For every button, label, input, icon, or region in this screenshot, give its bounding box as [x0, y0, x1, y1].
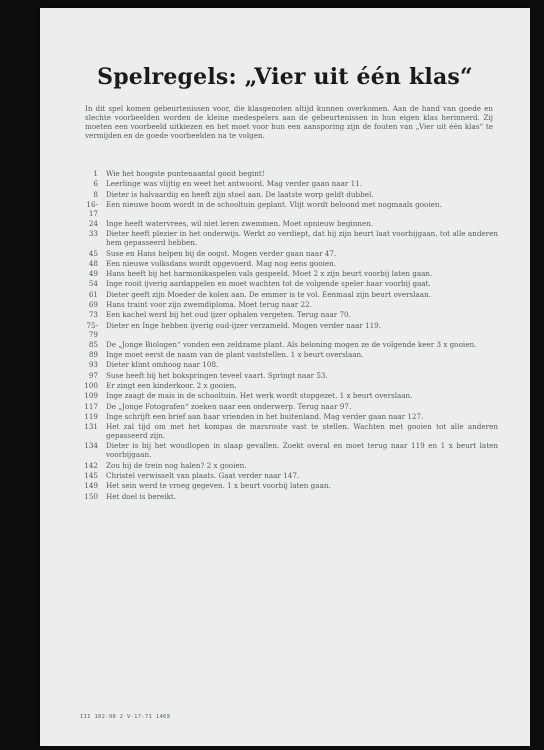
- rule-number: 49: [88, 269, 98, 279]
- rule-text: Inge zaagt de mais in de schooltuin. Het werk wordt stopgezet. 1 x beurt overslaan.: [106, 391, 413, 401]
- rule-row: [80, 472, 498, 481]
- rule-number: 16-17: [86, 199, 98, 218]
- rule-text: Dieter geeft zijn Moeder de kolen aan. De emmer is te vol. Eenmaal zijn beurt overslaan.: [106, 289, 431, 299]
- rule-text: De „Jonge Biologen“ vonden een zeldzame plant. Als beloning mogen ze de volgende keer 3 x gooien.: [106, 339, 477, 349]
- rule-number: 142: [84, 460, 98, 470]
- rule-number: 109: [84, 391, 98, 401]
- print-code: III 102-98 2 V-17-71 1469: [80, 714, 171, 720]
- rule-text: Dieter heeft plezier in het onderwijs. Werkt zo verdiept, dat hij zijn beurt laat voorbijgaan, tot alle anderen hem gepasseerd hebben.: [106, 229, 498, 248]
- rule-row: [80, 341, 498, 350]
- rule-text: Zou hij de trein nog halen? 2 x gooien.: [106, 460, 247, 470]
- rule-row: [80, 423, 498, 441]
- rule-row: [80, 191, 498, 200]
- rule-row: [80, 230, 498, 248]
- rule-number: 117: [84, 401, 98, 411]
- rule-text: Een nieuwe volksdans wordt opgevoerd. Mag nog eens gooien.: [106, 258, 337, 268]
- rule-text: Dieter klimt omhoog naar 108.: [106, 360, 219, 370]
- rule-number: 6: [93, 179, 98, 189]
- rule-number: 100: [84, 381, 98, 391]
- rule-row: [80, 413, 498, 422]
- page-title: Spelregels: „Vier uit één klas“: [97, 64, 473, 90]
- rule-number: 97: [88, 370, 98, 380]
- rule-number: 33: [88, 229, 98, 239]
- rule-row: [80, 201, 498, 219]
- rule-row: [80, 372, 498, 381]
- rule-number: 75-79: [86, 320, 98, 339]
- rule-text: Inge heeft watervrees, wil niet leren zwemmen. Moet opnieuw beginnen.: [106, 219, 374, 229]
- rule-text: Een nieuwe boom wordt in de schooltuin geplant. Vlijt wordt beloond met nogmaals gooien.: [106, 199, 442, 209]
- rule-text: Hans heeft bij het harmonikaspelen vals gespeeld. Moet 2 x zijn beurt voorbij laten gaan.: [106, 269, 433, 279]
- rule-number: 45: [88, 248, 98, 258]
- rule-number: 73: [88, 310, 98, 320]
- rule-number: 145: [84, 470, 98, 480]
- rule-row: [80, 382, 498, 391]
- rule-text: Dieter is halvaardig en heeft zijn stoel aan. De laatste worp geldt dubbel.: [106, 189, 374, 199]
- rule-text: Wie het hoogste puntenaantal gooit begint!: [106, 169, 265, 178]
- rule-number: 61: [88, 289, 98, 299]
- rule-number: 119: [84, 411, 98, 421]
- rule-text: Er zingt een kinderkoor. 2 x gooien.: [106, 381, 237, 391]
- rule-text: Suse heeft bij het bokspringen teveel vaart. Springt naar 53.: [106, 370, 328, 380]
- rule-number: 149: [84, 481, 98, 491]
- rule-row: [80, 270, 498, 279]
- rule-row: [80, 180, 498, 189]
- rule-number: 85: [88, 339, 98, 349]
- rule-row: [80, 442, 498, 460]
- rule-row: [80, 351, 498, 360]
- rule-text: Hans traint voor zijn zwemdiploma. Moet terug naar 22.: [106, 300, 312, 310]
- rule-number: 150: [84, 491, 98, 501]
- rule-row: [80, 482, 498, 491]
- rule-text: Het sein werd te vroeg gegeven. 1 x beurt voorbij laten gaan.: [106, 481, 331, 491]
- rule-number: 69: [88, 300, 98, 310]
- rule-text: Dieter is bij het woudlopen in slaap gevallen. Zoekt overal en moet terug naar 119 en 1 x beurt laten voorbijgaan.: [106, 441, 498, 460]
- rule-text: Een kachel werd bij het oud ijzer ophalen vergeten. Terug naar 70.: [106, 310, 351, 320]
- rule-number: 89: [88, 350, 98, 360]
- rule-text: Inge moet eerst de naam van de plant vaststellen. 1 x beurt overslaan.: [106, 350, 364, 360]
- rule-text: Inge schrijft een brief aan haar vrienden in het buitenland. Mag verder gaan naar 127.: [106, 411, 424, 421]
- rule-number: 8: [93, 189, 98, 199]
- rule-text: Suse en Hans helpen bij de oogst. Mogen verder gaan naar 47.: [106, 248, 337, 258]
- rule-row: [80, 170, 498, 179]
- rules-list: [80, 170, 498, 503]
- rule-row: [80, 322, 498, 340]
- rule-row: [80, 462, 498, 471]
- rule-number: 93: [88, 360, 98, 370]
- rule-text: De „Jonge Fotografen“ zoeken naar een onderwerp. Terug naar 97.: [106, 401, 352, 411]
- rule-row: [80, 301, 498, 310]
- rule-row: [80, 260, 498, 269]
- rule-row: [80, 220, 498, 229]
- rule-number: 134: [84, 441, 98, 451]
- rule-number: 1: [93, 169, 98, 178]
- rule-row: [80, 361, 498, 370]
- rule-row: [80, 280, 498, 289]
- rule-text: Het doel is bereikt.: [106, 491, 177, 501]
- document-page: [40, 8, 530, 746]
- rule-text: Leerlinge was vlijtig en weet het antwoord. Mag verder gaan naar 11.: [106, 179, 363, 189]
- rule-number: 48: [88, 258, 98, 268]
- rule-row: [80, 250, 498, 259]
- rule-row: [80, 392, 498, 401]
- rule-row: [80, 493, 498, 502]
- rule-number: 131: [84, 422, 98, 432]
- rule-number: 24: [88, 219, 98, 229]
- rule-row: [80, 403, 498, 412]
- rule-text: Het zal tijd om met het kompas de marsroute vast te stellen. Wachten met gooien tot alle anderen gepasseerd zijn.: [106, 422, 498, 441]
- rule-text: Christel verwisselt van plaats. Gaat verder naar 147.: [106, 470, 300, 480]
- rule-row: [80, 291, 498, 300]
- rule-text: Inge rooit ijverig aardappelen en moet wachten tot de volgende speler haar voorbij gaat.: [106, 279, 431, 289]
- intro-paragraph: In dit spel komen gebeurtenissen voor, die klasgenoten altijd kunnen overkomen. Aan de hand van goede en slechte voorbeelden worden de kleine medespelers aan de gebeurtenissen in hun eigen klas herinnerd. Zij moeten een voorbeeld uitkiezen en het moet voor hun een aansporing zijn de fouten van „Vier uit één klas“ te vermijden en de goede voorbeelden na te volgen.: [85, 104, 493, 140]
- rule-text: Dieter en Inge hebben ijverig oud-ijzer verzameld. Mogen verder naar 119.: [106, 320, 382, 330]
- rule-number: 54: [88, 279, 98, 289]
- rule-row: [80, 311, 498, 320]
